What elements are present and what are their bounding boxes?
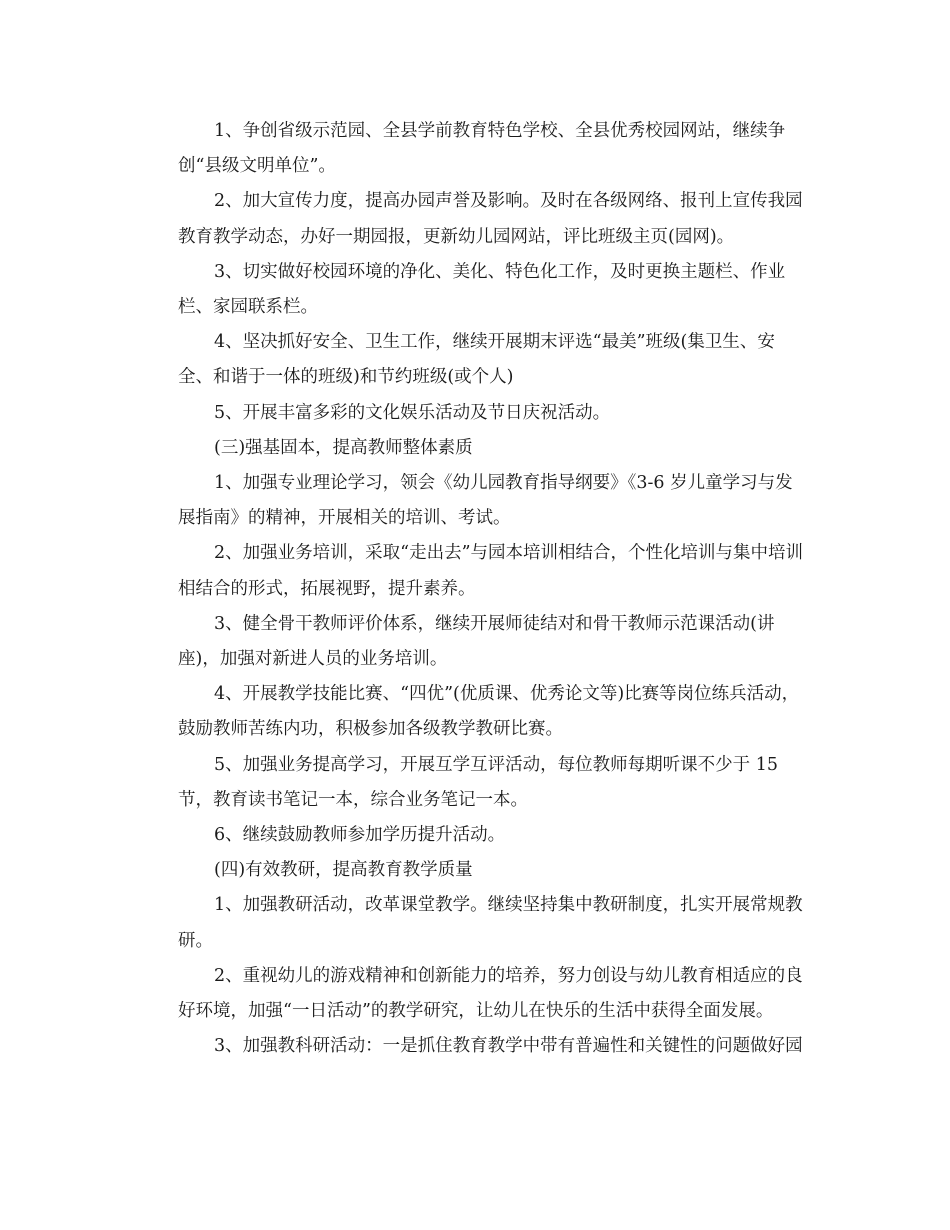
text-line: 4、坚决抓好安全、卫生工作，继续开展期末评选“最美”班级(集卫生、安 — [214, 332, 775, 353]
text-line: 5、加强业务提高学习，开展互学互评活动，每位教师每期听课不少于 15 — [214, 754, 778, 775]
text-line: (四)有效教研，提高教育教学质量 — [214, 860, 473, 881]
text-line: 5、开展丰富多彩的文化娱乐活动及节日庆祝活动。 — [214, 402, 611, 423]
text-line: 1、加强教研活动，改革课堂教学。继续坚持集中教研制度，扎实开展常规教 — [214, 895, 803, 916]
paragraph — [143, 818, 813, 853]
document-body — [143, 114, 813, 1064]
text-line: 2、加强业务培训，采取“走出去”与园本培训相结合，个性化培训与集中培训 — [214, 543, 804, 564]
paragraph — [143, 888, 813, 958]
text-line: 相结合的形式，拓展视野，提升素养。 — [178, 578, 476, 599]
paragraph — [143, 466, 813, 536]
text-line: 1、加强专业理论学习，领会《幼儿园教育指导纲要》《3-6 岁儿童学习与发 — [214, 473, 793, 494]
text-line: 2、加大宣传力度，提高办园声誉及影响。及时在各级网络、报刊上宣传我园 — [214, 191, 803, 212]
text-line: 栏、家园联系栏。 — [178, 297, 318, 318]
text-line: 全、和谐于一体的班级)和节约班级(或个人) — [178, 367, 514, 388]
paragraph — [143, 536, 813, 606]
text-line: 研。 — [178, 930, 213, 951]
text-line: 3、健全骨干教师评价体系，继续开展师徒结对和骨干教师示范课活动(讲 — [214, 613, 775, 634]
text-line: 教育教学动态，办好一期园报，更新幼儿园网站，评比班级主页(园网)。 — [178, 226, 735, 247]
paragraph — [143, 959, 813, 1029]
text-line: 3、加强教科研活动：一是抓住教育教学中带有普遍性和关键性的问题做好园 — [214, 1036, 803, 1057]
paragraph — [143, 396, 813, 431]
paragraph — [143, 748, 813, 818]
text-line: 鼓励教师苦练内功，积极参加各级教学教研比赛。 — [178, 719, 563, 740]
text-line: 好环境，加强“一日活动”的教学研究，让幼儿在快乐的生活中获得全面发展。 — [178, 1001, 774, 1022]
text-line: 4、开展教学技能比赛、“四优”(优质课、优秀论文等)比赛等岗位练兵活动， — [214, 684, 800, 705]
paragraph — [143, 607, 813, 677]
text-line: 创“县级文明单位”。 — [178, 156, 336, 177]
text-line: 展指南》的精神，开展相关的培训、考试。 — [178, 508, 511, 529]
text-line: 座)，加强对新进人员的业务培训。 — [178, 649, 448, 670]
paragraph — [143, 1029, 813, 1064]
text-line: 1、争创省级示范园、全县学前教育特色学校、全县优秀校园网站，继续争 — [214, 121, 786, 141]
section-heading — [143, 431, 813, 466]
text-line: 节，教育读书笔记一本，综合业务笔记一本。 — [178, 789, 528, 810]
paragraph — [143, 114, 813, 184]
text-line: (三)强基固本，提高教师整体素质 — [214, 437, 473, 458]
paragraph — [143, 184, 813, 254]
section-heading — [143, 853, 813, 888]
paragraph — [143, 677, 813, 747]
paragraph — [143, 325, 813, 395]
paragraph — [143, 255, 813, 325]
text-line: 3、切实做好校园环境的净化、美化、特色化工作，及时更换主题栏、作业 — [214, 261, 786, 282]
text-line: 6、继续鼓励教师参加学历提升活动。 — [214, 825, 506, 846]
text-line: 2、重视幼儿的游戏精神和创新能力的培养，努力创设与幼儿教育相适应的良 — [214, 965, 803, 986]
